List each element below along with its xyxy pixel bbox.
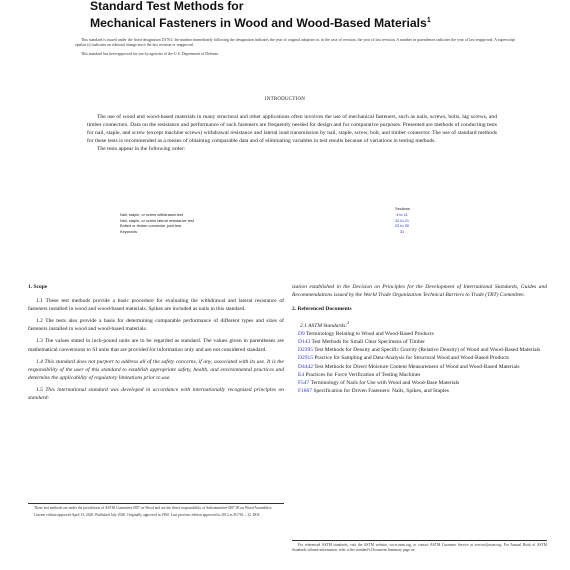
reference-code-link[interactable]: F547 (298, 379, 310, 386)
reference-item (292, 379, 547, 387)
approval-note: This standard has been approved for use by agencies of the U.S. Department of Defense. (81, 51, 219, 56)
scope-paragraph: 1.5 This international standard was developed in accordance with internationally recognized principles on standard- (28, 386, 284, 402)
reference-code-link[interactable]: F1667 (298, 387, 313, 394)
reference-title: Practice for Sampling and Data-Analysis for Structural Wood and Wood-Based Products (314, 355, 510, 362)
toc-label: Nail, staple, or screw withdrawal test (120, 212, 183, 217)
reference-title: Test Methods for Small Clear Specimens of Timber (311, 339, 425, 346)
left-footnotes (28, 503, 284, 520)
toc-label: Bolted or timber connector joint test (120, 223, 182, 228)
title-footnote-mark: 1 (426, 16, 431, 24)
reference-item (292, 387, 547, 395)
toc-section-link[interactable]: 22 to 30 (394, 223, 410, 228)
reference-title: Test Methods for Density and Specific Gravity (Relative Density) of Wood and Wood-Based Materials (314, 347, 541, 354)
jurisdiction-footnote: These test methods are under the jurisdiction of ASTM Committee D07 on Wood and are the direct responsibility of Subcommittee D07.05 on Wood Assemblies. (34, 506, 273, 510)
toc-section-link[interactable]: 12 to 21 (394, 217, 410, 223)
scope-paragraph: 1.1 These test methods provide a basic procedure for evaluating the withdrawal and lateral resistance of fasteners installed in wood and wood-based materials. Spikes are included as nails in this standard. (28, 298, 284, 313)
toc-row (120, 223, 420, 228)
astm-website-footnote: For referenced ASTM standards, visit the ASTM website, www.astm.org, or contact ASTM Customer Service at service@astm.org. For Annual Book of ASTM Standards volume information, refer to the standard's Document Summary page on (292, 543, 547, 552)
reference-code-link[interactable]: E4 (298, 371, 305, 378)
introduction-body (87, 113, 497, 153)
introduction-order-line: The tests appear in the following order: (97, 146, 186, 152)
introduction-paragraph: The use of wood and wood-based materials in many structural and other applications often involves the use of mechanical fasteners, such as nails, screws, bolts, lag screws, and timber connectors. Data on the resistance and performance of such fasteners are frequently needed for design and for comparative purposes. Presented are methods of conducting tests for nail, staple, and screw (except machine screws) withdrawal resistance and lateral load transmission by nail, staple, screw, bolt, and timber connector. The use of standard methods for these tests is recommended as a means of obtaining comparable data and of eliminating variables in test results because of variations in testing methods. (87, 114, 497, 144)
scope-safety-paragraph: 1.4 This standard does not purport to address all of the safety concerns, if any, associated with its use. It is the responsibility of the user of this standard to establish appropriate safety, health, and environmental practices and determine the applicability of regulatory limitations prior to use. (28, 358, 284, 381)
title-line-1: Standard Test Methods for (90, 0, 244, 13)
title-line-2: Mechanical Fasteners in Wood and Wood-Based Materials$^1$ (90, 15, 431, 30)
referenced-documents-heading: 2. Referenced Documents (292, 306, 352, 313)
designation-notes (75, 38, 515, 60)
astm-footnote-mark: 2 (347, 320, 350, 326)
reference-item (292, 346, 547, 354)
toc-label: Nail, staple, or screw lateral resistance test (120, 217, 194, 223)
right-footnotes (292, 540, 547, 553)
designation-note: This standard is issued under the fixed designation D1761; the number immediately following the designation indicates the year of original adoption or, in the case of revision, the year of last revision. A number in parentheses indicates the year of last reapproval. A superscript epsilon (ε) indicates an editorial change since the last revision or reapproval. (75, 38, 515, 48)
scope-continuation: ization established in the Decision on Principles for the Development of International Standards, Guides and Recommendations issued by the World Trade Organization Technical Barriers to Trade (TBT) Committee. (292, 284, 547, 299)
reference-title: Specification for Driven Fasteners: Nails, Spikes, and Staples (313, 387, 449, 394)
reference-code-link[interactable]: D2395 (298, 347, 313, 354)
edition-footnote: Current edition approved April 15, 2020. Published July 2020. Originally approved in 1960. Last previous edition approved in 2012 as D1761 – 12. DOI: (34, 512, 261, 517)
reference-title: Practices for Force Verification of Testing Machines (305, 371, 421, 378)
introduction-heading: INTRODUCTION (264, 97, 306, 102)
toc-label: Keywords (120, 228, 138, 234)
reference-title: Terminology Relating to Wood and Wood-Based Products (306, 331, 434, 338)
toc-row (120, 229, 420, 234)
reference-item (292, 363, 547, 371)
reference-title: Terminology of Nails for Use with Wood and Wood-Base Materials (310, 379, 460, 386)
reference-item (292, 330, 547, 338)
reference-title: Test Methods for Direct Moisture Content Measurement of Wood and Wood-Based Materials (314, 363, 520, 370)
toc-section-link[interactable]: 31 (399, 228, 405, 234)
reference-code-link[interactable]: D9 (298, 331, 305, 338)
reference-item (292, 354, 547, 362)
toc-row (120, 218, 420, 223)
reference-item (292, 371, 547, 379)
reference-code-link[interactable]: D4442 (298, 363, 313, 370)
left-column (28, 283, 284, 406)
scope-paragraph: 1.3 The values stated in inch-pound units are to be regarded as standard. The values given in parentheses are mathematical conversions to SI units that are provided for information only and are not considered standard. (28, 338, 284, 353)
toc-section-link[interactable]: 4 to 11 (396, 212, 408, 217)
document-title (90, 0, 530, 30)
reference-code-link[interactable]: D143 (298, 339, 311, 346)
scope-paragraph: 1.2 The tests also provide a basis for determining comparable performance of different types and sizes of fasteners installed in wood and wood-based materials. (28, 318, 284, 333)
astm-standards-label: 2.1 ASTM Standards:$^2$ (300, 320, 350, 330)
reference-item (292, 338, 547, 346)
reference-code-link[interactable]: D2915 (298, 355, 313, 362)
reference-list (292, 330, 547, 395)
sections-header: Sections (395, 206, 410, 211)
right-column (292, 283, 547, 395)
toc-row (120, 212, 420, 217)
scope-heading: 1. Scope (28, 284, 48, 290)
